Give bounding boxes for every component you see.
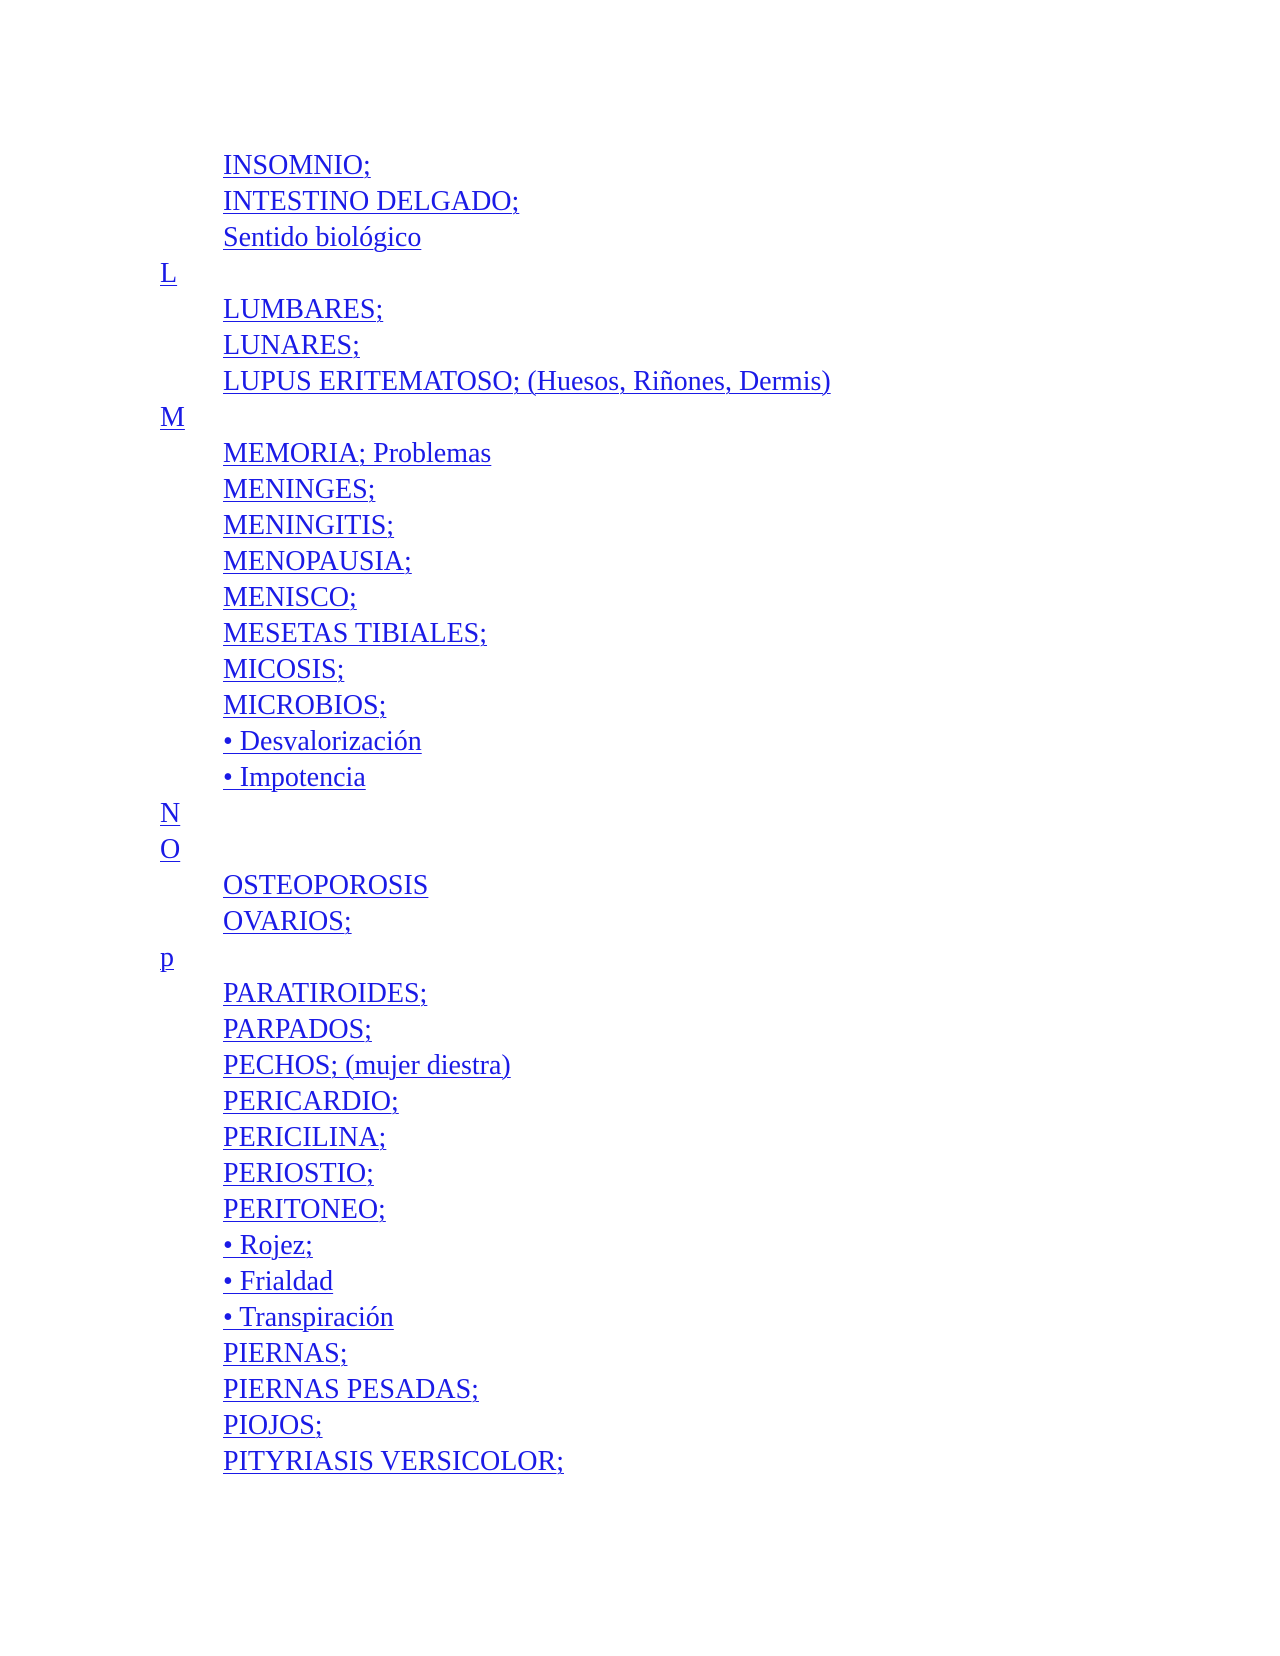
toc-entry-link[interactable]: Sentido biológico xyxy=(223,222,422,253)
toc-entry xyxy=(0,1048,1280,1084)
toc-entry xyxy=(0,1264,1280,1300)
toc-entry xyxy=(0,148,1280,184)
toc-entry xyxy=(0,1372,1280,1408)
toc-entry xyxy=(0,1336,1280,1372)
toc-entry xyxy=(0,904,1280,940)
toc-entry-link[interactable]: PARPADOS; xyxy=(223,1014,372,1045)
toc-entry xyxy=(0,976,1280,1012)
toc-entry-link[interactable]: MENOPAUSIA; xyxy=(223,546,412,577)
toc-letter-heading xyxy=(0,940,1280,976)
toc-entry-link[interactable]: PIERNAS PESADAS; xyxy=(223,1374,479,1405)
toc-entry-link[interactable]: PERIOSTIO; xyxy=(223,1158,374,1189)
toc-entry-link[interactable]: PECHOS; (mujer diestra) xyxy=(223,1050,511,1081)
toc-entry xyxy=(0,472,1280,508)
toc-entry-link[interactable]: MENINGES; xyxy=(223,474,376,505)
toc-entry-link[interactable]: LUNARES; xyxy=(223,330,360,361)
toc-entry-link[interactable]: • Rojez; xyxy=(223,1230,313,1261)
toc-entry xyxy=(0,616,1280,652)
toc-entry xyxy=(0,1444,1280,1480)
toc-entry-link[interactable]: PIERNAS; xyxy=(223,1338,348,1369)
toc-entry xyxy=(0,724,1280,760)
toc-entry-link[interactable]: MICOSIS; xyxy=(223,654,345,685)
toc-entry-link[interactable]: OVARIOS; xyxy=(223,906,352,937)
toc-entry-link[interactable]: • Impotencia xyxy=(223,762,366,793)
toc-entry-link[interactable]: MICROBIOS; xyxy=(223,690,387,721)
toc-entry xyxy=(0,1192,1280,1228)
toc-entry-link[interactable]: INTESTINO DELGADO; xyxy=(223,186,520,217)
toc-entry-link[interactable]: LUMBARES; xyxy=(223,294,384,325)
toc-letter-link[interactable]: O xyxy=(160,834,181,865)
table-of-contents xyxy=(0,148,1280,1480)
toc-entry xyxy=(0,292,1280,328)
toc-letter-heading xyxy=(0,400,1280,436)
toc-entry-link[interactable]: MESETAS TIBIALES; xyxy=(223,618,488,649)
toc-entry-link[interactable]: • Frialdad xyxy=(223,1266,334,1297)
toc-letter-link[interactable]: N xyxy=(160,798,181,829)
toc-entry xyxy=(0,688,1280,724)
toc-entry xyxy=(0,1228,1280,1264)
toc-entry-link[interactable]: PERITONEO; xyxy=(223,1194,386,1225)
toc-letter-link[interactable]: p xyxy=(160,942,174,973)
toc-entry xyxy=(0,436,1280,472)
toc-entry-link[interactable]: LUPUS ERITEMATOSO; (Huesos, Riñones, Dermis) xyxy=(223,366,831,397)
toc-entry xyxy=(0,1300,1280,1336)
toc-letter-heading xyxy=(0,256,1280,292)
toc-letter-link[interactable]: L xyxy=(160,258,178,289)
toc-entry xyxy=(0,1156,1280,1192)
toc-entry xyxy=(0,868,1280,904)
toc-entry-link[interactable]: • Transpiración xyxy=(223,1302,394,1333)
toc-entry-link[interactable]: MENINGITIS; xyxy=(223,510,395,541)
toc-entry-link[interactable]: • Desvalorización xyxy=(223,726,422,757)
toc-entry xyxy=(0,1084,1280,1120)
toc-entry-link[interactable]: PERICARDIO; xyxy=(223,1086,399,1117)
toc-entry xyxy=(0,652,1280,688)
toc-entry xyxy=(0,1120,1280,1156)
toc-entry xyxy=(0,184,1280,220)
toc-entry xyxy=(0,508,1280,544)
toc-entry-link[interactable]: PERICILINA; xyxy=(223,1122,387,1153)
toc-entry-link[interactable]: OSTEOPOROSIS xyxy=(223,870,429,901)
toc-entry xyxy=(0,364,1280,400)
toc-entry-link[interactable]: PARATIROIDES; xyxy=(223,978,428,1009)
toc-letter-link[interactable]: M xyxy=(160,402,185,433)
toc-entry xyxy=(0,220,1280,256)
toc-entry-link[interactable]: PIOJOS; xyxy=(223,1410,323,1441)
toc-entry xyxy=(0,328,1280,364)
toc-entry xyxy=(0,760,1280,796)
toc-entry-link[interactable]: PITYRIASIS VERSICOLOR; xyxy=(223,1446,564,1477)
toc-entry xyxy=(0,580,1280,616)
toc-entry-link[interactable]: MEMORIA; Problemas xyxy=(223,438,492,469)
toc-entry xyxy=(0,1012,1280,1048)
toc-letter-heading xyxy=(0,832,1280,868)
toc-entry xyxy=(0,1408,1280,1444)
toc-entry xyxy=(0,544,1280,580)
toc-letter-heading xyxy=(0,796,1280,832)
toc-entry-link[interactable]: INSOMNIO; xyxy=(223,150,371,181)
toc-entry-link[interactable]: MENISCO; xyxy=(223,582,357,613)
